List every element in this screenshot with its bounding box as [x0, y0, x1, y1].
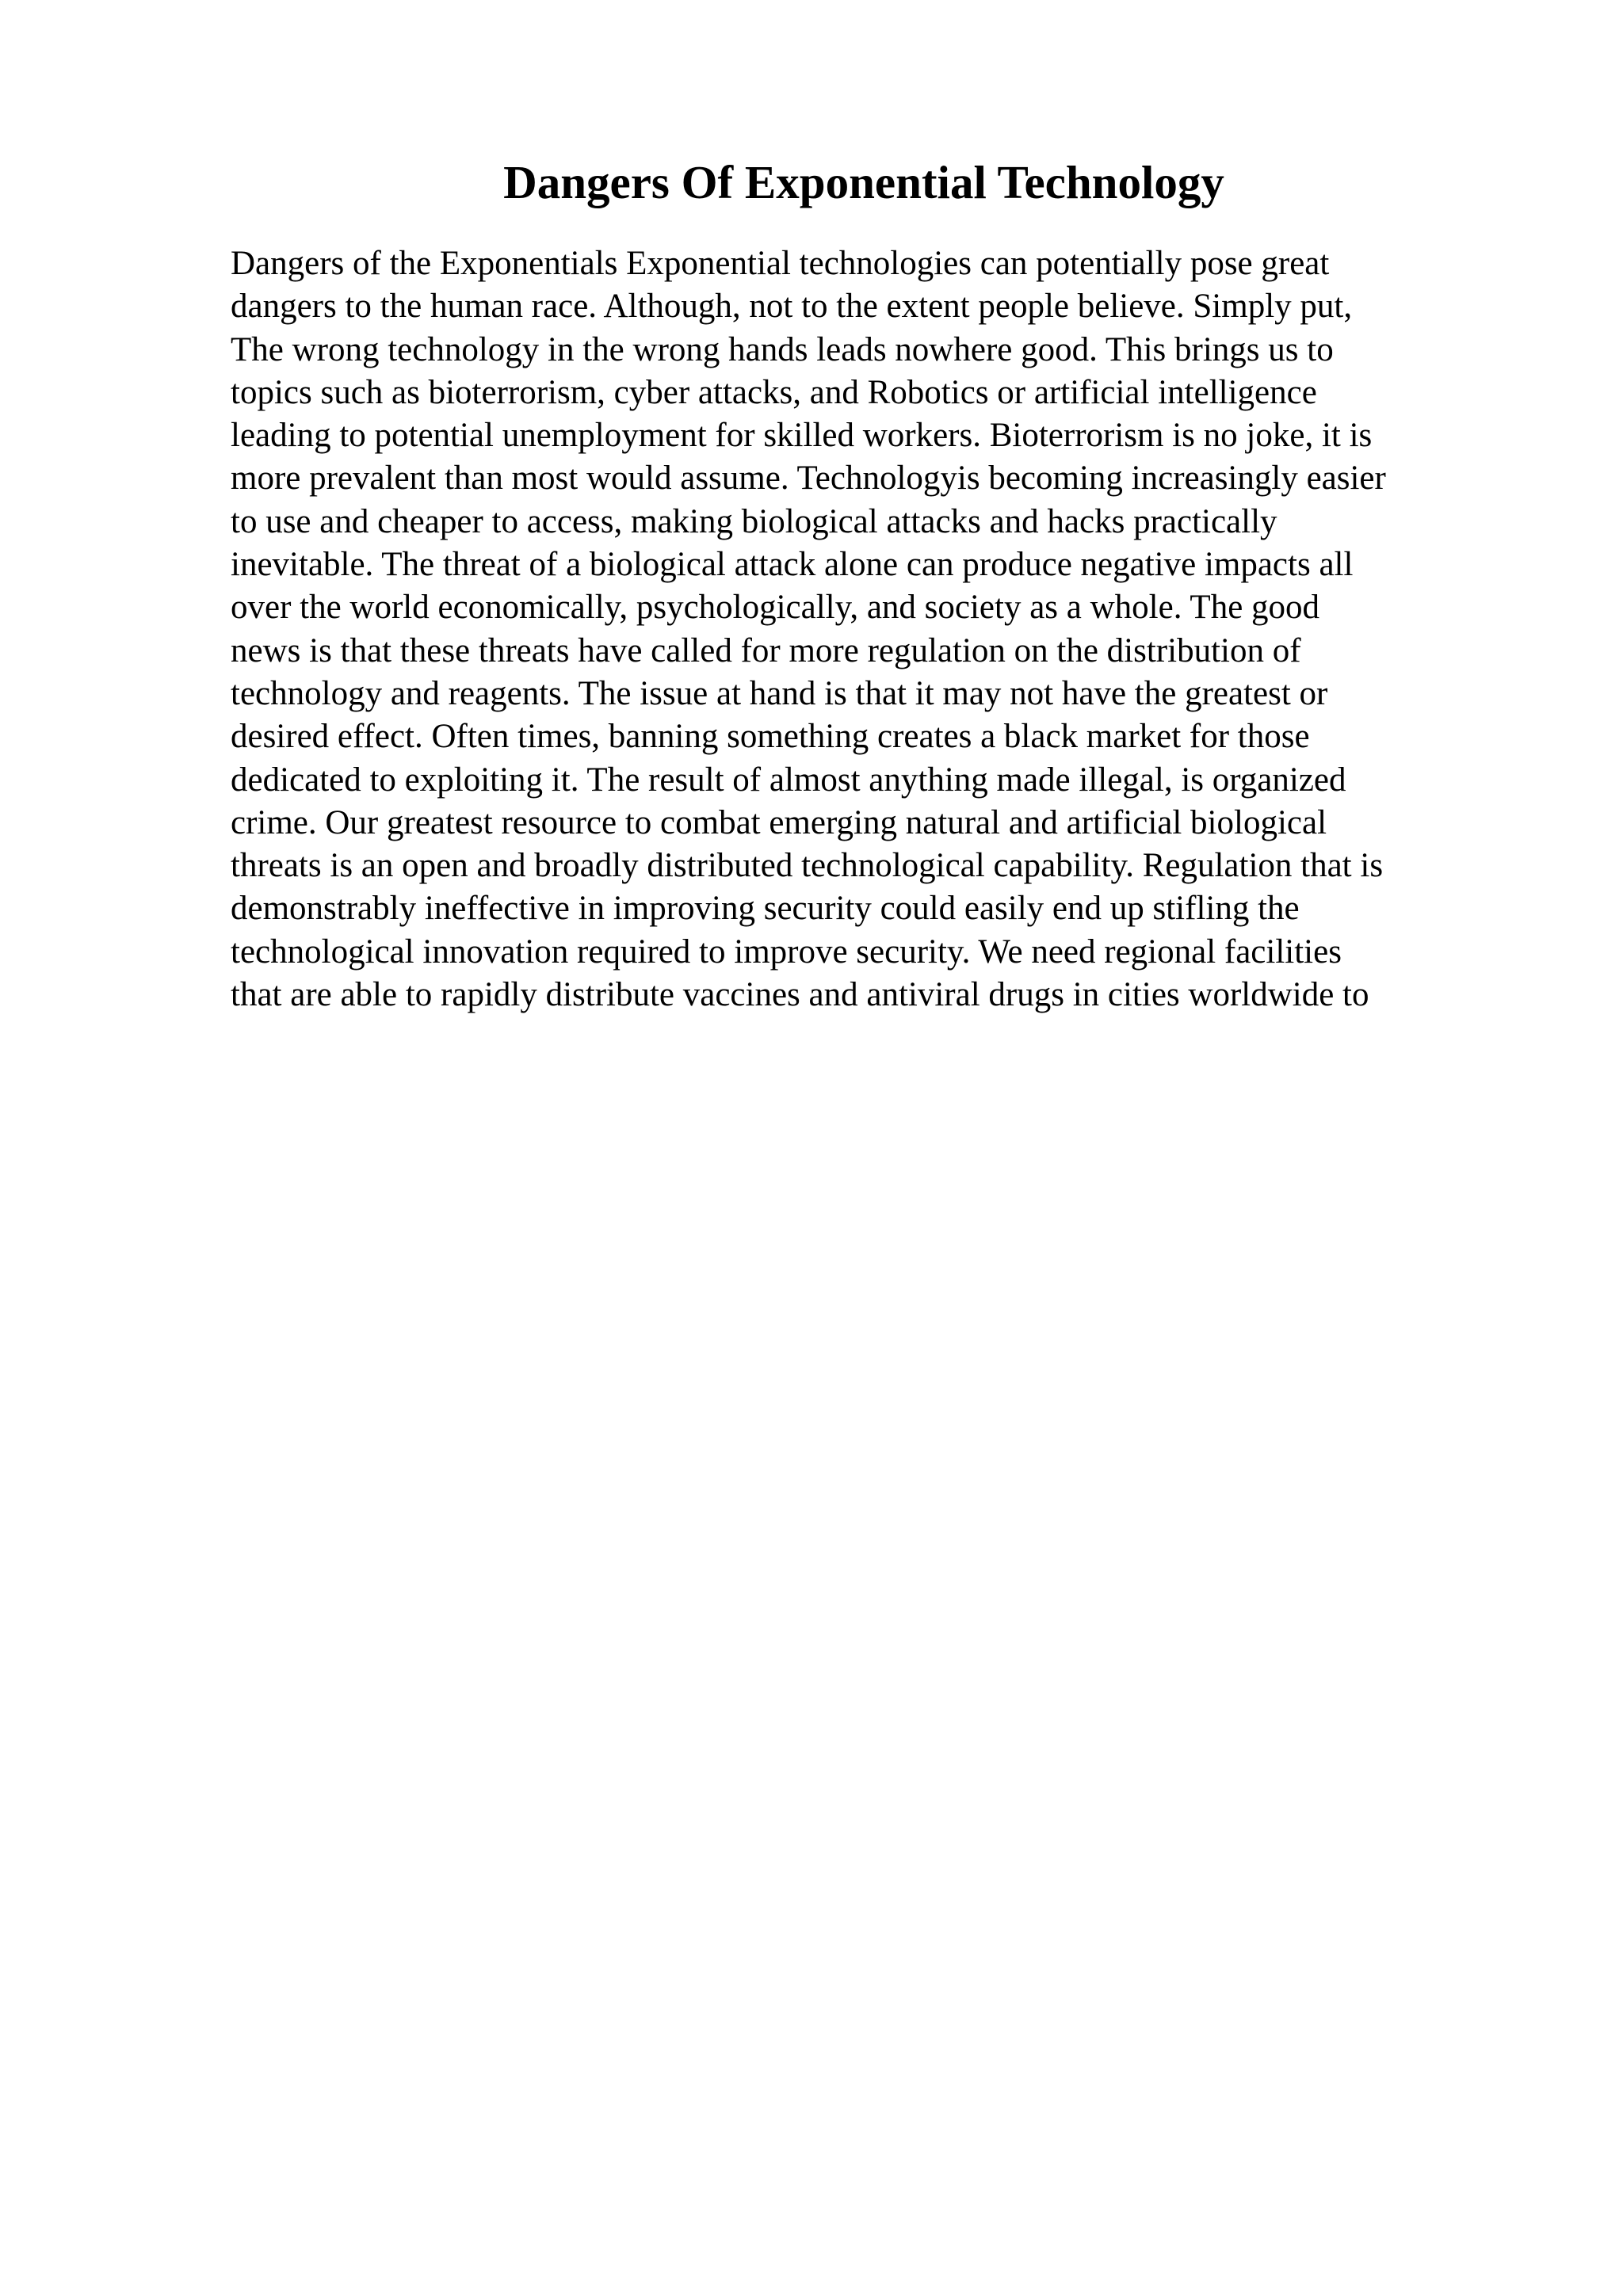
body-line: technology and reagents. The issue at hand is that it may not have the greatest or	[231, 674, 1328, 712]
body-line: to use and cheaper to access, making biological attacks and hacks practically	[231, 502, 1277, 540]
body-line: news is that these threats have called for more regulation on the distribution of	[231, 631, 1301, 669]
body-line: crime. Our greatest resource to combat emerging natural and artificial biological	[231, 803, 1327, 841]
document-body	[231, 242, 1499, 1016]
body-line: more prevalent than most would assume. Technologyis becoming increasingly easier	[231, 460, 1386, 498]
body-line: The wrong technology in the wrong hands leads nowhere good. This brings us to	[231, 330, 1334, 368]
body-line: desired effect. Often times, banning something creates a black market for those	[231, 718, 1310, 756]
body-line: inevitable. The threat of a biological attack alone can produce negative impacts all	[231, 546, 1354, 584]
body-line: leading to potential unemployment for skilled workers. Bioterrorism is no joke, it is	[231, 417, 1373, 455]
body-line: topics such as bioterrorism, cyber attacks, and Robotics or artificial intelligence	[231, 373, 1317, 411]
body-line: dangers to the human race. Although, not to the extent people believe. Simply put,	[231, 288, 1353, 326]
body-line: demonstrably ineffective in improving security could easily end up stifling the	[231, 890, 1300, 928]
body-line: Dangers of the Exponentials Exponential technologies can potentially pose great	[231, 245, 1330, 282]
document-title: Dangers Of Exponential Technology	[503, 156, 1224, 208]
body-line: that are able to rapidly distribute vaccines and antiviral drugs in cities worldwide to	[231, 976, 1369, 1014]
body-line: dedicated to exploiting it. The result of almost anything made illegal, is organized	[231, 761, 1346, 799]
body-line: over the world economically, psychologically, and society as a whole. The good	[231, 589, 1320, 627]
body-line: technological innovation required to improve security. We need regional facilities	[231, 933, 1342, 971]
body-line: threats is an open and broadly distributed technological capability. Regulation that is	[231, 847, 1384, 885]
